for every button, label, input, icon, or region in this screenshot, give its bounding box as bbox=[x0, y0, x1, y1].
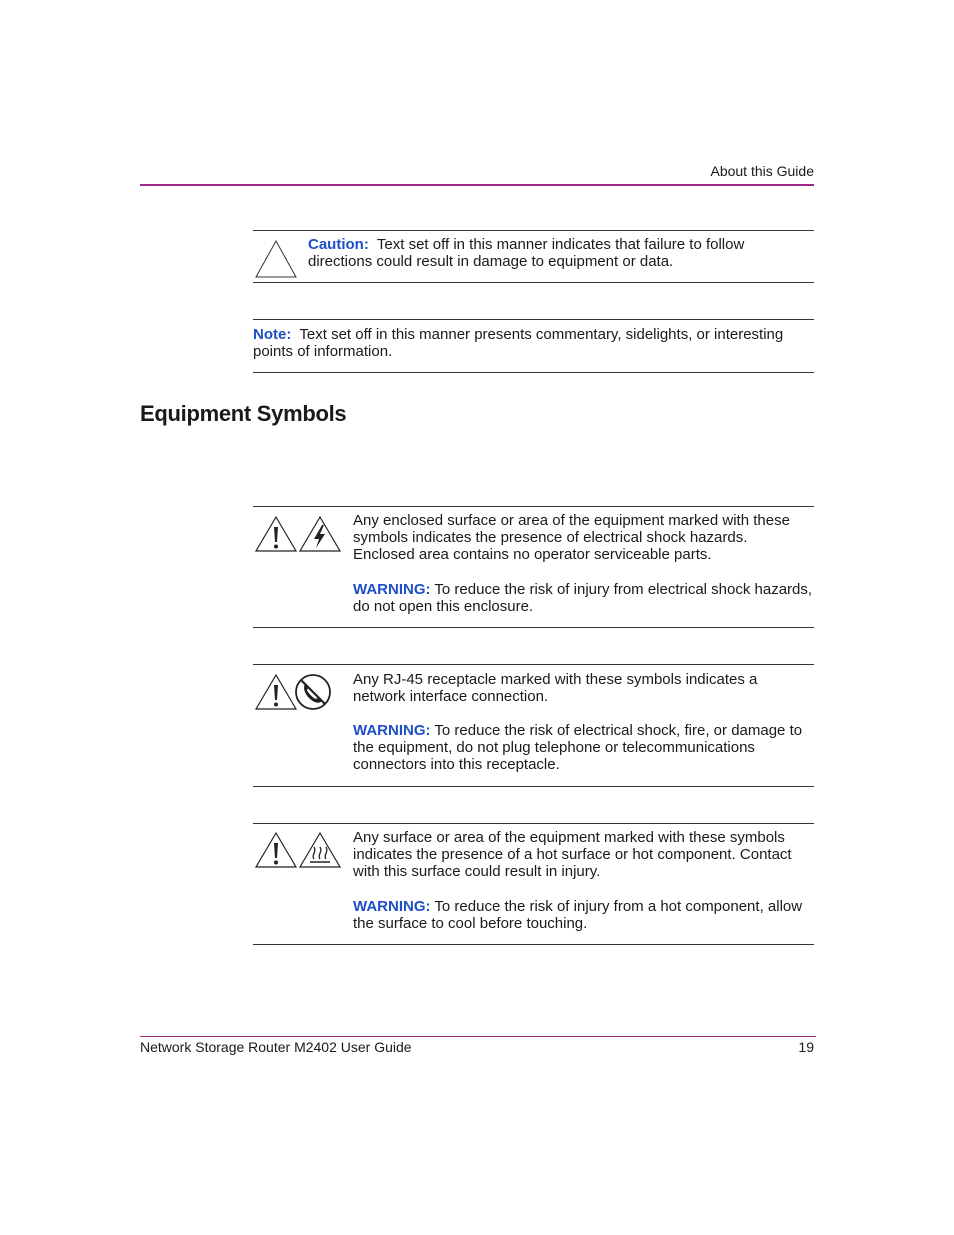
note-text: Text set off in this manner presents commentary, sidelights, or interesting points of information. bbox=[253, 326, 784, 360]
electrical-shock-icon bbox=[298, 515, 342, 553]
caution-bottom-rule bbox=[253, 282, 814, 283]
section-heading: Equipment Symbols bbox=[140, 401, 347, 426]
warning-label: WARNING: bbox=[353, 581, 431, 598]
page-number: 19 bbox=[798, 1039, 814, 1055]
note-top-rule bbox=[253, 319, 814, 320]
note-paragraph bbox=[253, 326, 813, 360]
telephone-prohibited-icon bbox=[294, 673, 332, 711]
symbol-1-top-rule bbox=[253, 506, 814, 507]
symbol-2-top-rule bbox=[253, 664, 814, 665]
symbol-2-warning bbox=[353, 722, 813, 773]
symbol-1-description: Any enclosed surface or area of the equipment marked with these symbols indicates the presence of electrical shock hazards. Enclosed area contains no operator serviceable parts. bbox=[353, 512, 790, 563]
symbol-2-description: Any RJ-45 receptacle marked with these symbols indicates a network interface connection. bbox=[353, 671, 758, 705]
warning-triangle-icon bbox=[254, 515, 298, 553]
symbol-1-warning bbox=[353, 581, 813, 615]
warning-label: WARNING: bbox=[353, 722, 431, 739]
symbol-3-bottom-rule bbox=[253, 944, 814, 945]
symbol-3-warning bbox=[353, 898, 813, 932]
caution-text: Text set off in this manner indicates that failure to follow directions could result in damage to equipment or data. bbox=[308, 236, 745, 270]
caution-top-rule bbox=[253, 230, 814, 231]
header-rule bbox=[140, 184, 814, 186]
warning-text: To reduce the risk of electrical shock, fire, or damage to the equipment, do not plug telephone or telecommunications connectors into this receptacle. bbox=[353, 722, 803, 773]
note-bottom-rule bbox=[253, 372, 814, 373]
warning-text: To reduce the risk of injury from a hot component, allow the surface to cool before touching. bbox=[353, 898, 803, 932]
symbol-3-top-rule bbox=[253, 823, 814, 824]
warning-triangle-icon bbox=[254, 831, 298, 869]
symbol-3-description: Any surface or area of the equipment marked with these symbols indicates the presence of a hot surface or hot component. Contact with this surface could result in injury. bbox=[353, 829, 792, 880]
hot-surface-icon bbox=[298, 831, 342, 869]
caution-label: Caution: bbox=[308, 236, 369, 253]
footer-document-title: Network Storage Router M2402 User Guide bbox=[140, 1039, 412, 1055]
footer-rule bbox=[140, 1036, 816, 1037]
running-header: About this Guide bbox=[710, 163, 814, 179]
warning-text: To reduce the risk of injury from electrical shock hazards, do not open this enclosure. bbox=[353, 581, 813, 615]
symbol-2-bottom-rule bbox=[253, 786, 814, 787]
warning-triangle-icon bbox=[254, 673, 298, 711]
symbol-1-bottom-rule bbox=[253, 627, 814, 628]
caution-paragraph bbox=[308, 236, 808, 270]
warning-label: WARNING: bbox=[353, 898, 431, 915]
caution-triangle-icon bbox=[254, 239, 298, 279]
note-label: Note: bbox=[253, 326, 292, 343]
